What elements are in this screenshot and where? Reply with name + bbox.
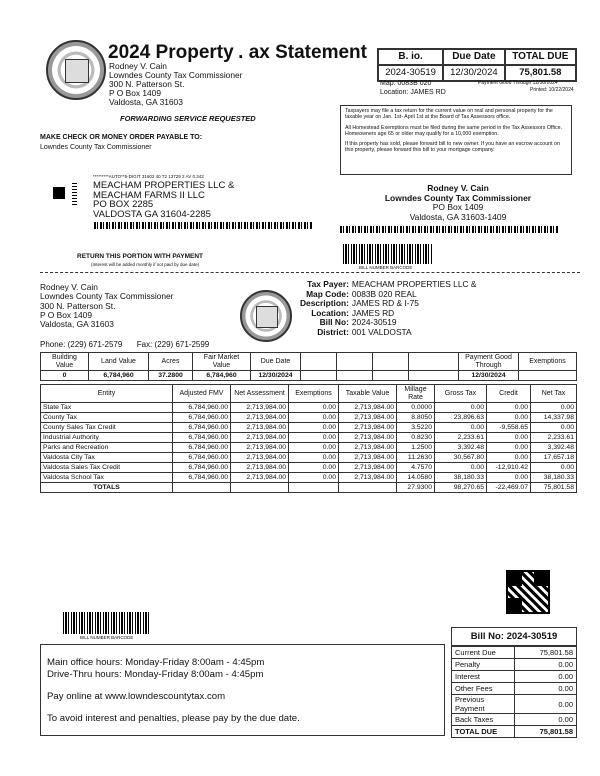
mail-line: VALDOSTA GA 31604-2285	[93, 208, 211, 220]
tax-cell: 2,713,984.00	[339, 403, 397, 413]
avoid-penalty-note: To avoid interest and penalties, please pay by the due date.	[47, 713, 300, 724]
summary-header	[409, 353, 459, 371]
tax-cell: 0.00	[487, 443, 531, 453]
prop-value: 0083B 020 REAL	[351, 288, 417, 299]
summary-header: Exemptions	[519, 353, 577, 371]
tax-header: Net Tax	[531, 385, 577, 403]
notice-box	[340, 105, 572, 175]
tax-cell: 6,784,960.00	[173, 453, 231, 463]
due-date-value: 12/30/2024	[443, 65, 505, 81]
tax-header: Entity	[41, 385, 173, 403]
summary-header	[337, 353, 373, 371]
address-line: P O Box 1409	[109, 88, 161, 98]
tax-row	[41, 463, 577, 473]
tax-entity: Valdosta School Tax	[41, 473, 173, 483]
remit-line: Lowndes County Tax Commissioner	[384, 192, 532, 203]
tax-entity: County Sales Tax Credit	[41, 423, 173, 433]
tax-entity: Industrial Authority	[41, 433, 173, 443]
tax-cell: 3.5220	[397, 423, 435, 433]
bill-box-value: 0.00	[514, 695, 576, 714]
postal-barcode	[94, 222, 312, 229]
totals-cell	[339, 483, 397, 493]
summary-header: Building Value	[41, 353, 89, 371]
tax-header: Adjusted FMV	[173, 385, 231, 403]
totals-cell: -22,469.07	[487, 483, 531, 493]
prop-value: JAMES RD & I-75	[351, 298, 419, 308]
tax-cell: 6,784,960.00	[173, 473, 231, 483]
summary-header: Fair Market Value	[193, 353, 251, 371]
good-through-value: 12/30/2024	[532, 80, 558, 86]
tax-header: Gross Tax	[435, 385, 487, 403]
summary-cell	[337, 371, 373, 381]
county-seal-2	[240, 290, 292, 342]
tax-cell: 0.00	[531, 463, 577, 473]
summary-cell	[409, 371, 459, 381]
tax-cell: 1.2500	[397, 443, 435, 453]
totals-cell	[231, 483, 289, 493]
tax-row	[41, 423, 577, 433]
tax-cell: 38,180.33	[435, 473, 487, 483]
prop-value: 001 VALDOSTA	[351, 326, 412, 337]
prop-value: 2024-30519	[351, 317, 397, 327]
tax-cell: 0.00	[435, 403, 487, 413]
stub-bill-barcode	[343, 244, 432, 264]
bill-box-label: Interest	[452, 671, 514, 683]
printed-label: Printed:	[530, 87, 548, 93]
bill-box-row	[452, 726, 576, 738]
tax-cell: 6,784,960.00	[173, 413, 231, 423]
totals-cell	[289, 483, 339, 493]
tax-cell: 6,784,960.00	[173, 463, 231, 473]
title-suffix: . ax Statement	[238, 42, 367, 63]
totals-cell: 98,270.65	[435, 483, 487, 493]
tax-cell: 2,713,984.00	[231, 413, 289, 423]
forwarding-notice: FORWARDING SERVICE REQUESTED	[120, 114, 256, 123]
tax-cell: 0.00	[289, 453, 339, 463]
tax-cell: 6,784,960.00	[173, 403, 231, 413]
tax-cell: -12,910.42	[487, 463, 531, 473]
exemptions-value	[519, 371, 577, 381]
tax-cell: 0.00	[487, 403, 531, 413]
tax-row	[41, 443, 577, 453]
bill-box-table	[452, 646, 576, 737]
office-address	[40, 283, 173, 329]
auto-line: *********AUTO**5-DIGIT 31602 40 T2 13729 2 AV 0.343	[93, 174, 204, 179]
interest-note: (Interest will be added monthly if not paid by due date)	[91, 262, 200, 267]
building-value: 0	[41, 371, 89, 381]
tax-cell: 0.00	[435, 463, 487, 473]
bill-box-value: 0.00	[514, 714, 576, 726]
fax: Fax: (229) 671-2599	[136, 340, 210, 349]
tax-cell: 2,233.61	[435, 433, 487, 443]
tax-cell: 2,713,984.00	[231, 443, 289, 453]
tax-cell: 2,713,984.00	[339, 473, 397, 483]
tax-cell: 3,392.48	[531, 443, 577, 453]
good-through-label: Payment Good Through	[478, 80, 532, 86]
tax-cell: 0.00	[289, 403, 339, 413]
pay-online-link[interactable]: Pay online at www.lowndescountytax.com	[47, 691, 226, 702]
summary-header	[373, 353, 409, 371]
bill-box	[451, 627, 577, 738]
tax-cell: 3,392.48	[435, 443, 487, 453]
tax-cell: 4.7570	[397, 463, 435, 473]
address-line: Lowndes County Tax Commissioner	[109, 70, 243, 80]
remit-line: PO Box 1409	[432, 202, 484, 212]
due-date-value: 12/30/2024	[251, 371, 301, 381]
tax-cell: 0.00	[531, 403, 577, 413]
bill-box-label: Back Taxes	[452, 714, 514, 726]
remit-line: Valdosta, GA 31603-1409	[409, 211, 507, 222]
stub-barcode-label: BILL NUMBER BARCODE	[359, 265, 413, 270]
title-main: 2024 Property	[108, 42, 234, 63]
payable-label: MAKE CHECK OR MONEY ORDER PAYABLE TO:	[40, 134, 203, 141]
tax-cell: 0.00	[289, 463, 339, 473]
bill-box-value: 75,801.58	[514, 726, 576, 738]
bill-box-row	[452, 671, 576, 683]
tax-cell: 0.00	[289, 413, 339, 423]
tax-cell: 11.2630	[397, 453, 435, 463]
tax-cell: 0.00	[289, 433, 339, 443]
total-due-label: TOTAL DUE	[505, 49, 576, 65]
good-through	[478, 80, 558, 87]
totals-cell: 75,801.58	[531, 483, 577, 493]
main-office-hours: Main office hours: Monday-Friday 8:00am - 4:45pm	[47, 657, 265, 668]
due-date-label: Due Date	[443, 49, 505, 65]
payable-to: Lowndes County Tax Commissioner	[40, 144, 152, 151]
info-box	[40, 644, 445, 736]
bill-box-label: Other Fees	[452, 683, 514, 695]
tax-cell: 2,713,984.00	[339, 463, 397, 473]
address-line: 300 N. Patterson St.	[109, 79, 185, 89]
property-table	[300, 280, 476, 337]
tax-header: Credit	[487, 385, 531, 403]
bill-box-label: Current Due	[452, 647, 514, 659]
office-line: 300 N. Patterson St.	[40, 300, 116, 311]
tax-header: Taxable Value	[339, 385, 397, 403]
tax-cell: 6,784,960.00	[173, 423, 231, 433]
good-through-value: 12/30/2024	[459, 371, 519, 381]
tax-cell: 0.00	[289, 473, 339, 483]
tax-entity: Valdosta City Tax	[41, 453, 173, 463]
mail-line: MEACHAM PROPERTIES LLC &	[93, 180, 235, 191]
bill-box-row	[452, 695, 576, 714]
bill-box-row	[452, 647, 576, 659]
prop-label: Tax Payer:	[307, 279, 349, 289]
bill-summary-box	[377, 48, 577, 82]
summary-header: Due Date	[251, 353, 301, 371]
bill-box-row	[452, 659, 576, 671]
address-line: Valdosta, GA 31603	[109, 97, 183, 107]
county-seal	[46, 40, 106, 100]
total-due-value: 75,801.58	[505, 65, 576, 81]
bill-box-row	[452, 683, 576, 695]
tax-cell: 38,180.33	[531, 473, 577, 483]
bill-box-value: 0.00	[514, 659, 576, 671]
tax-row	[41, 473, 577, 483]
tax-cell: -9,558.65	[487, 423, 531, 433]
tax-cell: 0.8230	[397, 433, 435, 443]
tax-cell: 2,713,984.00	[339, 453, 397, 463]
tax-cell: 0.0000	[397, 403, 435, 413]
tax-cell: 2,713,984.00	[231, 433, 289, 443]
notice-paragraph: If this property has sold, please forward bill to new owner. If you have an escrow account on this property, please forward this bill to your mortgage company.	[345, 141, 560, 154]
summary-header: Payment Good Through	[459, 353, 519, 371]
mailing-address	[93, 181, 234, 219]
tax-cell: 0.00	[487, 413, 531, 423]
tax-cell: 0.00	[289, 423, 339, 433]
phone: Phone: (229) 671-2579	[40, 340, 123, 349]
summary-header	[301, 353, 337, 371]
tax-cell: 0.00	[487, 473, 531, 483]
notice-paragraph: All Homestead Exemptions must be filed during the same period in the Tax Assessors Office. Homeowners age 65 or older may qualify for a 10,000 exemption.	[345, 124, 563, 137]
tax-header: Millage Rate	[397, 385, 435, 403]
tax-row	[41, 453, 577, 463]
tax-cell: 30,567.80	[435, 453, 487, 463]
tax-entity: County Tax	[41, 413, 173, 423]
prop-label: Map Code:	[306, 288, 349, 299]
bill-box-row	[452, 714, 576, 726]
totals-cell: 27.9300	[397, 483, 435, 493]
tax-cell: 6,784,960.00	[173, 433, 231, 443]
remit-address	[340, 184, 576, 222]
tax-cell: 2,713,984.00	[231, 403, 289, 413]
office-line: P O Box 1409	[40, 309, 92, 320]
prop-label: Location:	[311, 307, 349, 318]
tax-cell: 2,713,984.00	[231, 423, 289, 433]
tax-cell: 0.00	[531, 423, 577, 433]
tax-cell: 0.00	[487, 453, 531, 463]
bill-box-label: TOTAL DUE	[452, 726, 514, 738]
tax-header: Net Assessment	[231, 385, 289, 403]
tax-totals-row	[41, 483, 577, 493]
tax-cell: 14.0580	[397, 473, 435, 483]
mail-line: MEACHAM FARMS II LLC	[93, 189, 205, 201]
tax-table	[40, 384, 577, 493]
map-text: Map: 0083B 020	[380, 80, 432, 87]
prop-label: District:	[317, 326, 349, 337]
mail-line: PO BOX 2285	[93, 199, 154, 210]
tax-cell: 2,713,984.00	[339, 433, 397, 443]
summary-header: Land Value	[89, 353, 149, 371]
tax-cell: 2,233.61	[531, 433, 577, 443]
office-line: Lowndes County Tax Commissioner	[40, 291, 174, 302]
tax-cell: 8.8050	[397, 413, 435, 423]
tax-cell: 17,657.18	[531, 453, 577, 463]
address-line: Rodney V. Cain	[109, 61, 167, 71]
tax-entity: State Tax	[41, 403, 173, 413]
land-value: 6,784,960	[89, 371, 149, 381]
bill-no-value: 2024-30519	[378, 65, 443, 81]
summary-table	[40, 352, 577, 381]
tax-cell: 2,713,984.00	[339, 413, 397, 423]
bill-box-label: Previous Payment	[452, 695, 514, 714]
property-info	[300, 280, 476, 337]
imb-qr-icon	[53, 187, 65, 199]
tear-line	[40, 272, 580, 273]
qr-code	[506, 570, 550, 614]
tax-cell: 6,784,960.00	[173, 443, 231, 453]
totals-label: TOTALS	[41, 483, 173, 493]
summary-header: Acres	[149, 353, 193, 371]
drive-thru-hours: Drive-Thru hours: Monday-Friday 8:00am - 4:45pm	[47, 669, 264, 680]
tax-cell: 0.00	[289, 443, 339, 453]
location-text: Location: JAMES RD	[380, 89, 446, 96]
bottom-bill-barcode	[63, 612, 151, 634]
tax-cell: 2,713,984.00	[231, 453, 289, 463]
prop-label: Description:	[300, 298, 349, 308]
commissioner-address	[109, 62, 242, 107]
tax-entity: Valdosta Sales Tax Credit	[41, 463, 173, 473]
tax-header: Exemptions	[289, 385, 339, 403]
tax-entity: Parks and Recreation	[41, 443, 173, 453]
remit-postal-barcode	[340, 226, 558, 233]
tax-row	[41, 403, 577, 413]
summary-cell	[301, 371, 337, 381]
remit-line: Rodney V. Cain	[427, 183, 489, 193]
bill-box-label: Penalty	[452, 659, 514, 671]
tax-cell: 0.00	[435, 423, 487, 433]
bill-box-value: 0.00	[514, 671, 576, 683]
prop-value: MEACHAM PROPERTIES LLC &	[351, 279, 477, 289]
tax-cell: 0.00	[487, 433, 531, 443]
office-line: Rodney V. Cain	[40, 282, 98, 292]
return-portion-label: RETURN THIS PORTION WITH PAYMENT	[77, 253, 204, 260]
prop-label: Bill No:	[319, 317, 349, 327]
tax-cell: 23,896.63	[435, 413, 487, 423]
tax-row	[41, 433, 577, 443]
totals-cell	[173, 483, 231, 493]
phone-fax	[40, 340, 209, 349]
tax-cell: 2,713,984.00	[231, 463, 289, 473]
tax-cell: 2,713,984.00	[231, 473, 289, 483]
notice-paragraph: Taxpayers may file a tax return for the current value on real and personal property for the taxable year on Jan. 1st- April 1st at the Board of Tax Assessors office.	[345, 108, 553, 121]
prop-value: JAMES RD	[351, 307, 395, 318]
tax-cell: 14,337.98	[531, 413, 577, 423]
bill-no-label: B. io.	[378, 49, 443, 65]
office-line: Valdosta, GA 31603	[40, 319, 114, 330]
tax-cell: 2,713,984.00	[339, 423, 397, 433]
tax-cell: 2,713,984.00	[339, 443, 397, 453]
bill-box-title: Bill No: 2024-30519	[452, 628, 576, 646]
bill-box-value: 75,801.58	[514, 647, 576, 659]
bottom-barcode-label: BILL NUMBER BARCODE	[80, 635, 134, 640]
bill-box-value: 0.00	[514, 683, 576, 695]
imb-vertical-barcode	[72, 183, 77, 205]
fmv-value: 6,784,960	[193, 371, 251, 381]
tax-row	[41, 413, 577, 423]
summary-cell	[373, 371, 409, 381]
acres-value: 37.2800	[149, 371, 193, 381]
printed-date	[530, 87, 574, 94]
printed-value: 10/22/2024	[548, 87, 574, 93]
